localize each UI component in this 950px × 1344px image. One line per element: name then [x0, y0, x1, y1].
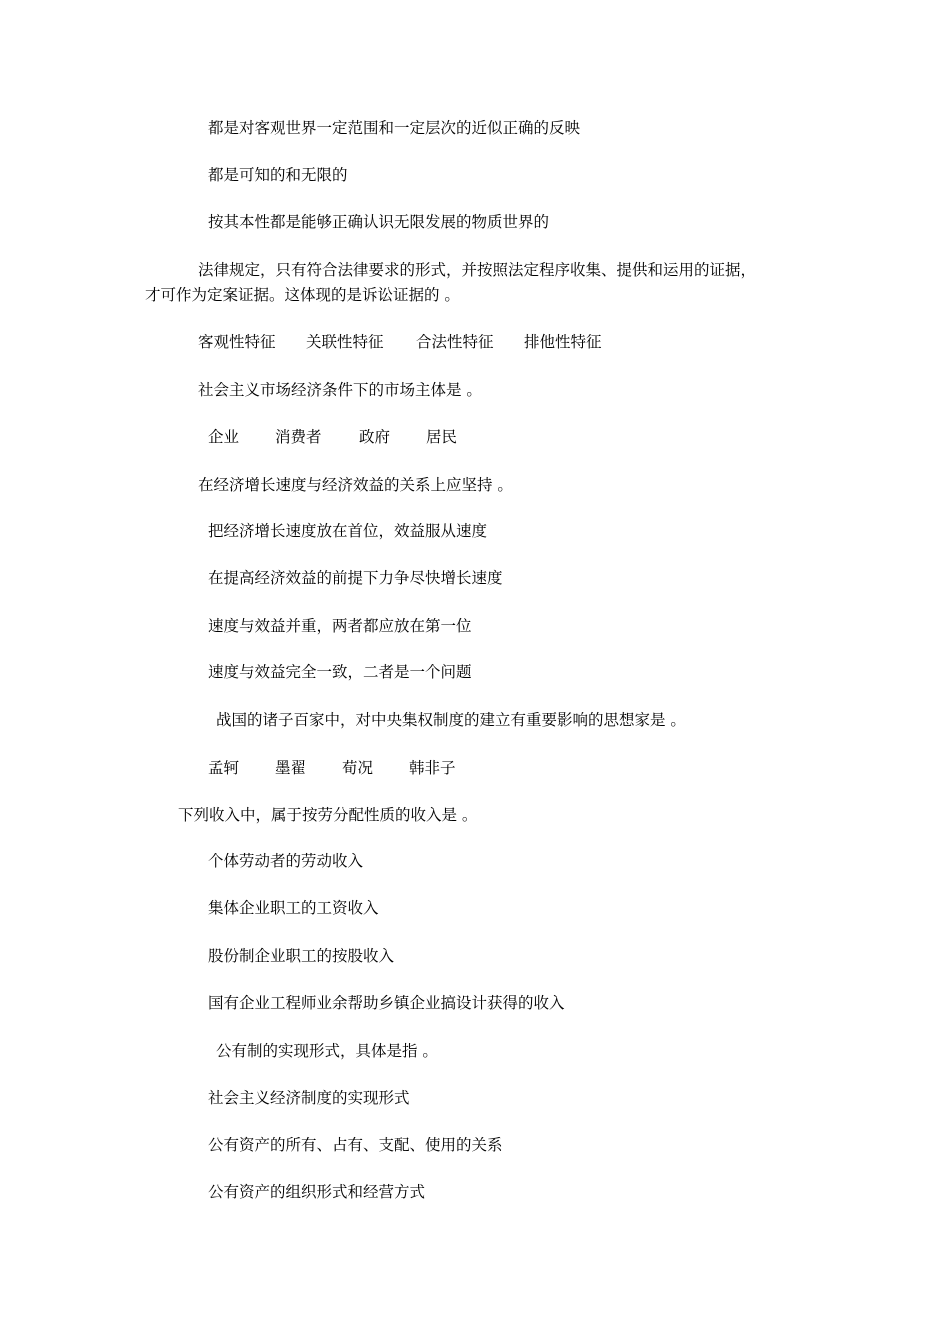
question-line: 下列收入中，属于按劳分配性质的收入是 。	[178, 806, 478, 824]
options-row-market	[208, 427, 457, 447]
option: 企业	[208, 428, 240, 446]
question-line: 公有制的实现形式，具体是指 。	[216, 1042, 438, 1060]
option-line: 都是可知的和无限的	[208, 166, 348, 184]
option: 荀况	[342, 759, 374, 777]
option-line: 在提高经济效益的前提下力争尽快增长速度	[208, 569, 503, 587]
option-line: 都是对客观世界一定范围和一定层次的近似正确的反映	[208, 119, 581, 137]
option: 孟轲	[208, 759, 240, 777]
option: 关联性特征	[306, 333, 384, 351]
option: 居民	[426, 428, 458, 446]
option: 消费者	[275, 428, 322, 446]
options-row-thinkers	[208, 758, 456, 778]
options-row-evidence	[198, 332, 602, 352]
question-line: 社会主义市场经济条件下的市场主体是 。	[198, 381, 482, 399]
question-line-continuation: 才可作为定案证据。这体现的是诉讼证据的 。	[145, 286, 460, 304]
option-line: 个体劳动者的劳动收入	[208, 852, 364, 870]
question-line: 在经济增长速度与经济效益的关系上应坚持 。	[198, 476, 513, 494]
option-line: 按其本性都是能够正确认识无限发展的物质世界的	[208, 213, 550, 231]
option-line: 社会主义经济制度的实现形式	[208, 1089, 410, 1107]
option: 客观性特征	[198, 333, 276, 351]
option-line: 速度与效益并重，两者都应放在第一位	[208, 617, 472, 635]
option-line: 速度与效益完全一致，二者是一个问题	[208, 663, 472, 681]
option-line: 把经济增长速度放在首位，效益服从速度	[208, 522, 488, 540]
option: 排他性特征	[524, 333, 602, 351]
option-line: 国有企业工程师业余帮助乡镇企业搞设计获得的收入	[208, 994, 565, 1012]
option-line: 公有资产的组织形式和经营方式	[208, 1183, 426, 1201]
option: 合法性特征	[416, 333, 494, 351]
option-line: 集体企业职工的工资收入	[208, 899, 379, 917]
option-line: 股份制企业职工的按股收入	[208, 947, 395, 965]
question-line: 战国的诸子百家中，对中央集权制度的建立有重要影响的思想家是 。	[216, 711, 686, 729]
option-line: 公有资产的所有、占有、支配、使用的关系	[208, 1136, 503, 1154]
option: 韩非子	[409, 759, 456, 777]
question-line: 法律规定，只有符合法律要求的形式，并按照法定程序收集、提供和运用的证据，	[198, 261, 757, 279]
option: 墨翟	[275, 759, 307, 777]
option: 政府	[359, 428, 391, 446]
